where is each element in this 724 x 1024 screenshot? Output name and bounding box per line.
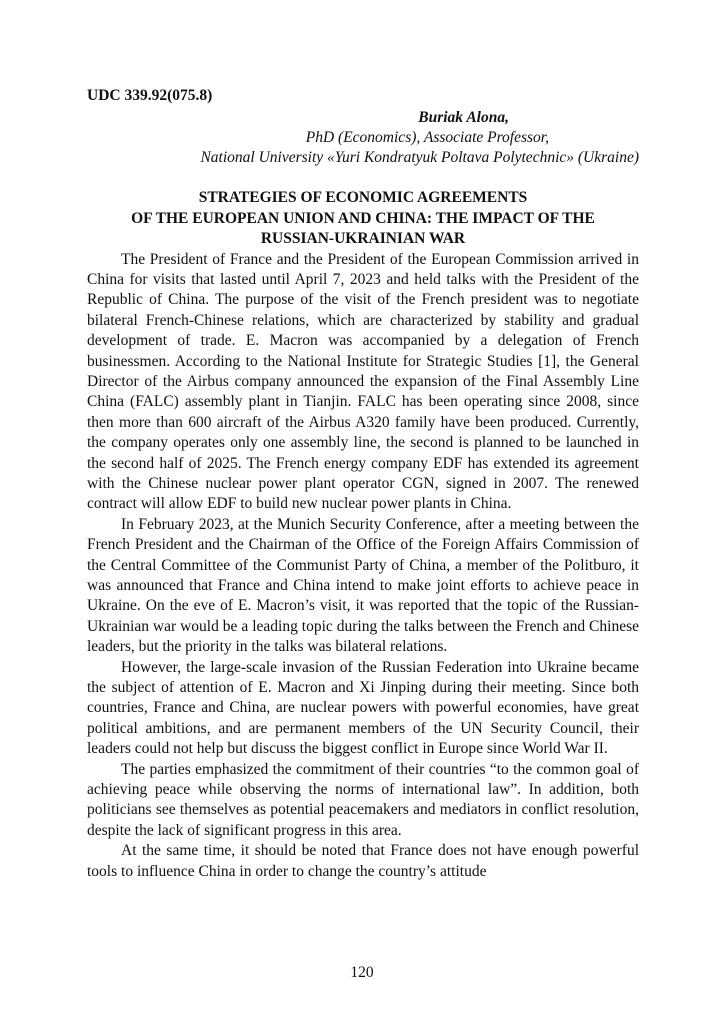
author-title: PhD (Economics), Associate Professor, bbox=[305, 129, 549, 146]
page-number: 120 bbox=[350, 964, 374, 981]
body-paragraph: In February 2023, at the Munich Security Conference, after a meeting between the French President and the Chairman of the Office of the Foreign Affairs Commission of the Central Committee of the Communist Party of China, a member of the Politburo, it was announced that France and China intend to make joint efforts to achieve peace in Ukraine. On the eve of E. Macron’s visit, it was reported that the topic of the Russian-Ukrainian war would be a leading topic during the talks between the French and Chinese leaders, but the priority in the talks was bilateral relations. bbox=[87, 515, 639, 656]
author-block bbox=[87, 108, 639, 168]
article-title bbox=[87, 188, 639, 250]
title-line: OF THE EUROPEAN UNION AND CHINA: THE IMPACT OF THE bbox=[131, 209, 595, 227]
title-line: STRATEGIES OF ECONOMIC AGREEMENTS bbox=[198, 189, 528, 206]
author-name: Buriak Alona, bbox=[418, 109, 509, 126]
page-content bbox=[87, 86, 639, 986]
udc-code: UDC 339.92(075.8) bbox=[87, 87, 213, 104]
author-affiliation: National University «Yuri Kondratyuk Poltava Polytechnic» (Ukraine) bbox=[200, 149, 639, 166]
body-paragraph: The President of France and the President of the European Commission arrived in China for visits that lasted until April 7, 2023 and held talks with the President of the Republic of China. The purpose of the visit of the French president was to negotiate bilateral French-Chinese relations, which are characterized by stability and gradual development of trade. E. Macron was accompanied by a delegation of French businessmen. According to the National Institute for Strategic Studies [1], the General Director of the Airbus company announced the expansion of the Final Assembly Line China (FALC) assembly plant in Tianjin. FALC has been operating since 2008, since then more than 600 aircraft of the Airbus A320 family have been produced. Currently, the company operates only one assembly line, the second is planned to be launched in the second half of 2025. The French energy company EDF has extended its agreement with the Chinese nuclear power plant operator CGN, signed in 2007. The renewed contract will allow EDF to build new nuclear power plants in China. bbox=[87, 250, 639, 513]
body-paragraph: The parties emphasized the commitment of their countries “to the common goal of achieving peace while observing the norms of international law”. In addition, both politicians see themselves as potential peacemakers and mediators in conflict resolution, despite the lack of significant progress in this area. bbox=[87, 760, 639, 839]
article-body bbox=[87, 250, 639, 883]
body-paragraph: At the same time, it should be noted that France does not have enough powerful tools to influence China in order to change the country’s attitude bbox=[87, 842, 639, 880]
title-line: RUSSIAN-UKRAINIAN WAR bbox=[260, 230, 466, 247]
body-paragraph: However, the large-scale invasion of the Russian Federation into Ukraine became the subject of attention of E. Macron and Xi Jinping during their meeting. Since both countries, France and China, are nuclear powers with powerful economies, have great political ambitions, and are permanent members of the UN Security Council, their leaders could not help but discuss the biggest conflict in Europe since World War II. bbox=[87, 658, 639, 758]
